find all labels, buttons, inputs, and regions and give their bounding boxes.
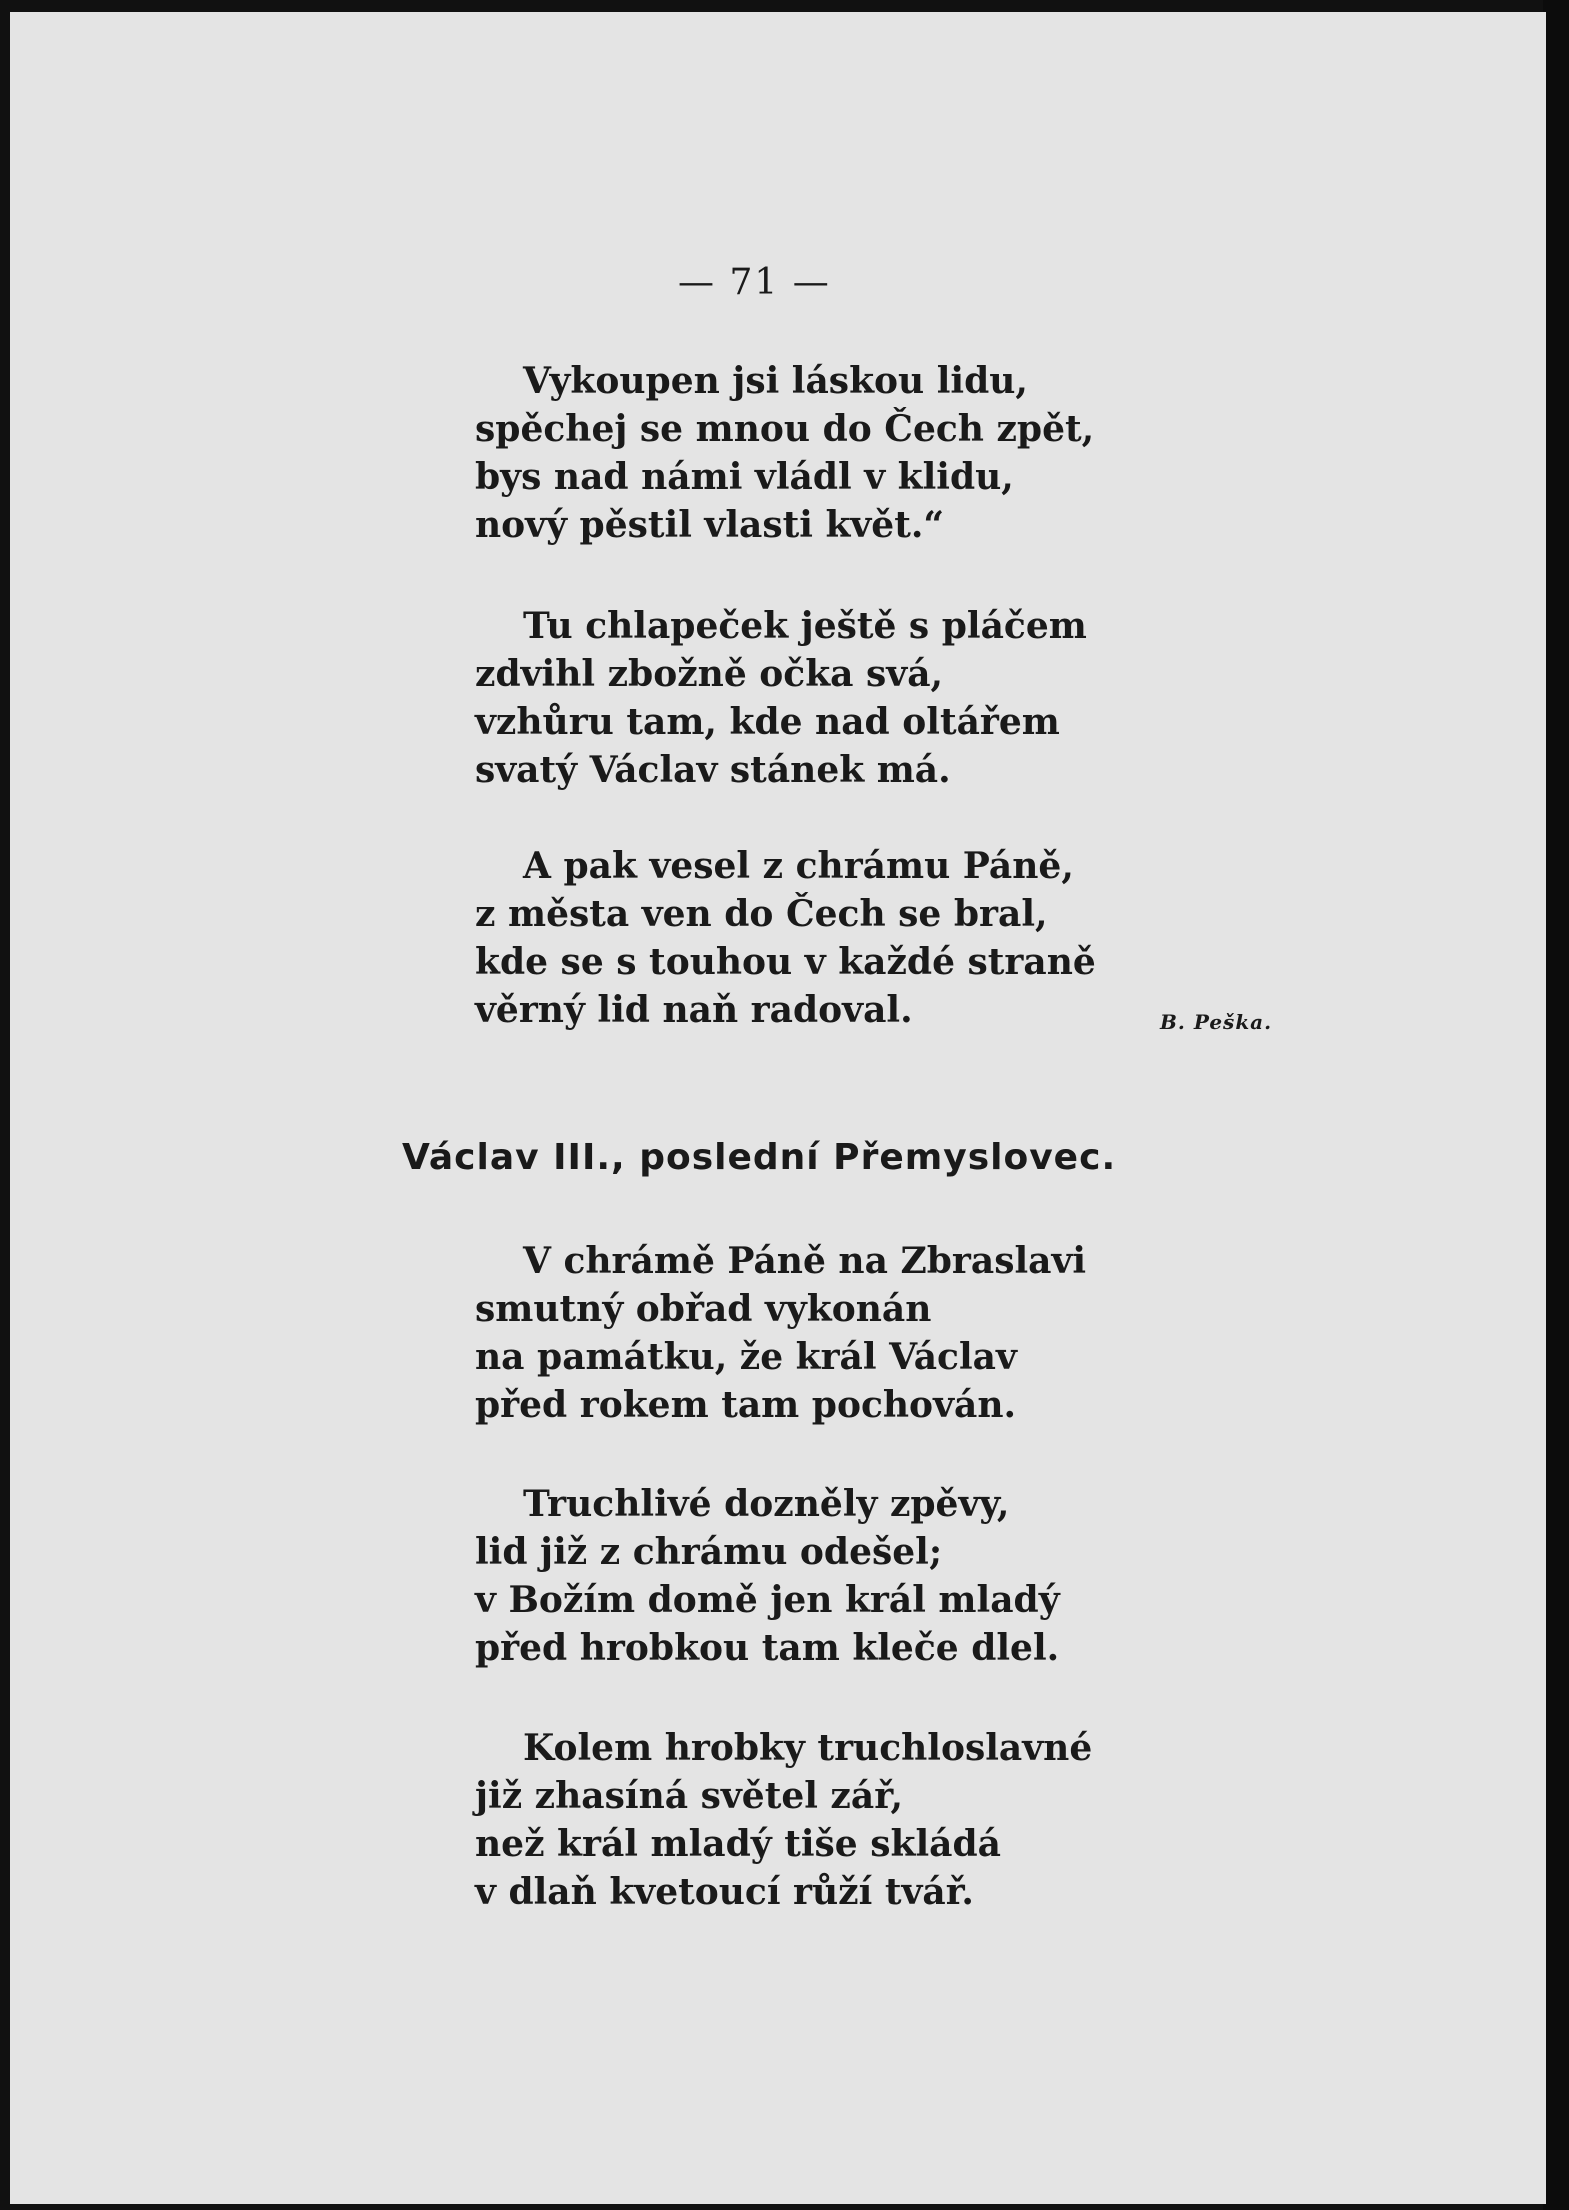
verse-line: již zhasíná světel zář, xyxy=(475,1775,904,1817)
verse-line: v dlaň kvetoucí růží tvář. xyxy=(475,1871,974,1913)
verse-line: zdvihl zbožně očka svá, xyxy=(475,653,944,695)
poem1-stanza-3 xyxy=(475,842,1096,1034)
verse-line: Tu chlapeček ještě s pláčem xyxy=(523,605,1087,647)
verse-line: lid již z chrámu odešel; xyxy=(475,1531,943,1573)
verse-line: A pak vesel z chrámu Páně, xyxy=(523,845,1074,887)
verse-line: před rokem tam pochován. xyxy=(475,1384,1017,1426)
verse-line: v Božím domě jen král mladý xyxy=(475,1579,1060,1621)
verse-line: svatý Václav stánek má. xyxy=(475,749,951,791)
verse-line: Kolem hrobky truchloslavné xyxy=(523,1727,1093,1769)
verse-line: věrný lid naň radoval. xyxy=(475,989,913,1031)
verse-line: na památku, že král Václav xyxy=(475,1336,1017,1378)
poem2-stanza-3 xyxy=(475,1724,1092,1916)
verse-line: spěchej se mnou do Čech zpět, xyxy=(475,408,1095,450)
verse-line: Truchlivé dozněly zpěvy, xyxy=(523,1483,1010,1525)
poem2-stanza-1 xyxy=(475,1237,1086,1429)
poem1-stanza-1 xyxy=(475,357,1094,549)
verse-line: V chrámě Páně na Zbraslavi xyxy=(523,1240,1087,1282)
author-signature: B. Peška. xyxy=(1160,1010,1273,1034)
verse-line: Vykoupen jsi láskou lidu, xyxy=(523,360,1028,402)
scan-border xyxy=(1543,0,1569,2210)
poem2-stanza-2 xyxy=(475,1480,1060,1672)
verse-line: vzhůru tam, kde nad oltářem xyxy=(475,701,1060,743)
verse-line: kde se s touhou v každé straně xyxy=(475,941,1096,983)
page-number: — 71 — xyxy=(678,262,831,303)
poem1-stanza-2 xyxy=(475,602,1087,794)
poem-title: Václav III., poslední Přemyslovec. xyxy=(402,1137,1117,1178)
verse-line: smutný obřad vykonán xyxy=(475,1288,932,1330)
verse-line: před hrobkou tam kleče dlel. xyxy=(475,1627,1060,1669)
verse-line: bys nad námi vládl v klidu, xyxy=(475,456,1014,498)
book-page xyxy=(10,12,1546,2204)
verse-line: z města ven do Čech se bral, xyxy=(475,893,1048,935)
verse-line: než král mladý tiše skládá xyxy=(475,1823,1001,1865)
verse-line: nový pěstil vlasti květ.“ xyxy=(475,504,945,546)
